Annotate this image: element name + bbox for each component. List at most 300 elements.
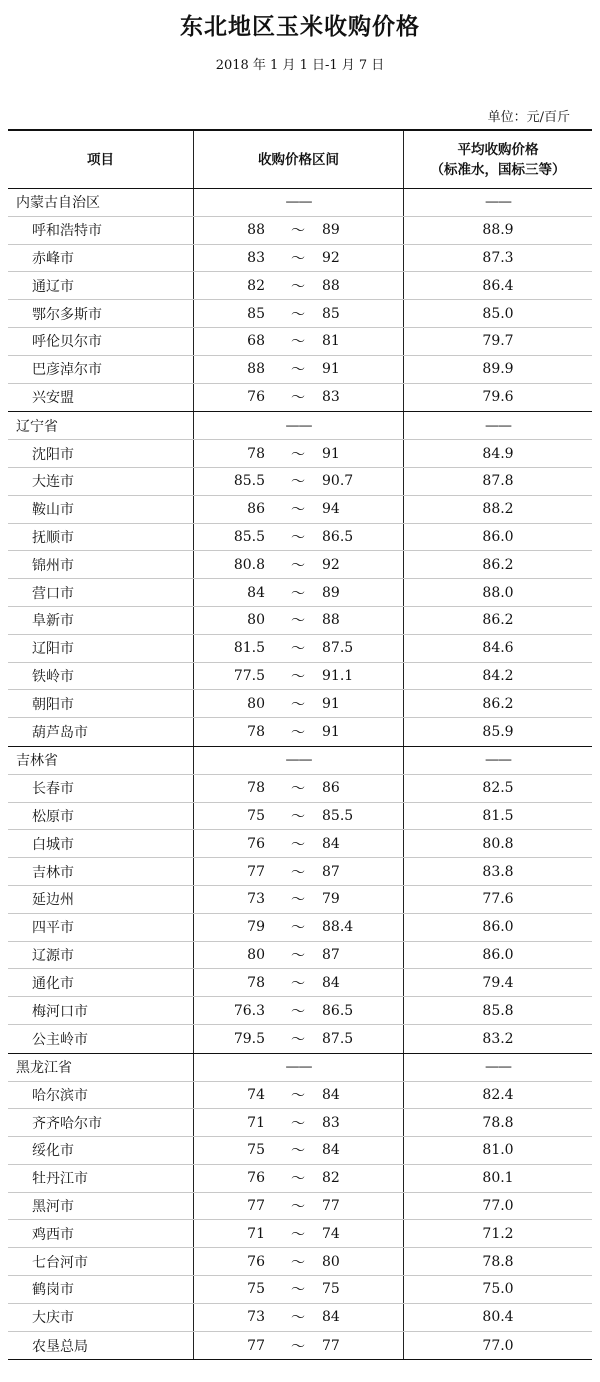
average-price: 83.8 [482, 863, 514, 880]
range-separator: ～ [291, 613, 305, 630]
price-range [194, 803, 404, 830]
table-header [8, 129, 592, 189]
city-name: 四平市 [8, 914, 194, 941]
range-low: 68 [247, 333, 265, 350]
range-separator: ～ [291, 1254, 305, 1271]
city-name: 公主岭市 [8, 1025, 194, 1053]
table-row [8, 356, 592, 384]
average-price: 86.0 [482, 919, 514, 936]
city-name: 哈尔滨市 [8, 1082, 194, 1109]
range-separator: ～ [291, 502, 305, 519]
average-price: 86.0 [482, 528, 514, 545]
price-range [194, 607, 404, 634]
region-group [8, 189, 592, 412]
range-low: 78 [247, 445, 265, 462]
range-high: 85 [322, 305, 340, 322]
region-range [194, 412, 404, 439]
city-name: 通化市 [8, 969, 194, 996]
unit-label: 单位：元/百斤 [487, 110, 570, 125]
table-row [8, 1276, 592, 1304]
price-range [194, 245, 404, 272]
average-price: 71.2 [482, 1225, 514, 1242]
price-range [194, 551, 404, 578]
city-name: 朝阳市 [8, 690, 194, 717]
range-high: 87.5 [322, 640, 354, 657]
table-row [8, 1193, 592, 1221]
average-price: 78.8 [482, 1114, 514, 1131]
city-name: 阜新市 [8, 607, 194, 634]
range-high: 81 [322, 333, 340, 350]
average-price: 86.0 [482, 946, 514, 963]
city-name: 通辽市 [8, 272, 194, 299]
city-name: 延边州 [8, 886, 194, 913]
average-price: 84.9 [482, 445, 514, 462]
table-row [8, 551, 592, 579]
range-high: 79 [322, 891, 340, 908]
table-body [8, 189, 592, 1360]
range-low: 76 [247, 835, 265, 852]
region-name: 辽宁省 [8, 412, 194, 439]
range-high: 94 [322, 501, 340, 518]
average-price: 87.3 [482, 249, 514, 266]
range-separator: ～ [291, 474, 305, 491]
range-low: 83 [247, 249, 265, 266]
range-separator: ～ [291, 557, 305, 574]
range-high: 91 [322, 445, 340, 462]
empty-mark: —— [285, 194, 312, 211]
price-range [194, 328, 404, 355]
table-row [8, 440, 592, 468]
range-low: 75 [247, 1281, 265, 1298]
header-average-note: （标准水，国标三等） [430, 161, 566, 178]
price-range [194, 690, 404, 717]
region-group [8, 412, 592, 747]
header-item-label: 项目 [87, 151, 114, 168]
average-price: 85.0 [482, 305, 514, 322]
table-row [8, 245, 592, 273]
price-range [194, 1137, 404, 1164]
range-low: 77 [247, 1198, 265, 1215]
range-low: 88 [247, 222, 265, 239]
price-range [194, 1165, 404, 1192]
table-row [8, 524, 592, 552]
range-high: 87 [322, 863, 340, 880]
range-separator: ～ [291, 1115, 305, 1132]
range-high: 91 [322, 724, 340, 741]
city-name: 鸡西市 [8, 1220, 194, 1247]
table-row [8, 718, 592, 746]
average-price: 79.7 [482, 333, 514, 350]
average-price: 77.0 [482, 1198, 514, 1215]
range-low: 80 [247, 612, 265, 629]
table-row [8, 217, 592, 245]
range-separator: ～ [291, 781, 305, 798]
table-row [8, 1220, 592, 1248]
city-name: 吉林市 [8, 858, 194, 885]
price-range [194, 635, 404, 662]
range-separator: ～ [291, 250, 305, 267]
range-high: 92 [322, 249, 340, 266]
table-row [8, 468, 592, 496]
range-separator: ～ [291, 362, 305, 379]
region-range [194, 747, 404, 774]
price-range [194, 997, 404, 1024]
range-high: 86.5 [322, 1002, 354, 1019]
table-row [8, 914, 592, 942]
region-row [8, 412, 592, 440]
price-range [194, 1304, 404, 1331]
range-high: 83 [322, 1114, 340, 1131]
range-low: 75 [247, 1142, 265, 1159]
range-low: 78 [247, 974, 265, 991]
price-range [194, 272, 404, 299]
page-title: 东北地区玉米收购价格 [180, 14, 420, 40]
range-low: 79 [247, 919, 265, 936]
price-range [194, 942, 404, 969]
region-name: 吉林省 [8, 747, 194, 774]
range-low: 77 [247, 863, 265, 880]
empty-mark: —— [285, 1059, 312, 1076]
region-range [194, 189, 404, 216]
range-low: 76 [247, 389, 265, 406]
range-separator: ～ [291, 836, 305, 853]
range-separator: ～ [291, 920, 305, 937]
table-row [8, 607, 592, 635]
city-name: 兴安盟 [8, 384, 194, 412]
range-low: 85.5 [233, 528, 265, 545]
range-high: 84 [322, 1086, 340, 1103]
average-price: 80.8 [482, 835, 514, 852]
table-row [8, 886, 592, 914]
table-row [8, 830, 592, 858]
average-price: 86.2 [482, 556, 514, 573]
range-high: 85.5 [322, 807, 354, 824]
table-row [8, 635, 592, 663]
city-name: 辽阳市 [8, 635, 194, 662]
range-low: 78 [247, 780, 265, 797]
average-price: 81.5 [482, 807, 514, 824]
average-price: 85.9 [482, 724, 514, 741]
range-high: 90.7 [322, 473, 354, 490]
price-table [8, 129, 592, 1360]
range-separator: ～ [291, 864, 305, 881]
range-separator: ～ [291, 1003, 305, 1020]
range-low: 71 [247, 1114, 265, 1131]
price-range [194, 858, 404, 885]
range-low: 73 [247, 1309, 265, 1326]
price-range [194, 1025, 404, 1053]
range-low: 84 [247, 584, 265, 601]
range-separator: ～ [291, 585, 305, 602]
region-average [404, 1054, 592, 1081]
price-range [194, 1220, 404, 1247]
range-high: 83 [322, 389, 340, 406]
region-row [8, 747, 592, 775]
header-average [404, 131, 592, 188]
price-range [194, 356, 404, 383]
range-separator: ～ [291, 808, 305, 825]
price-range [194, 300, 404, 327]
average-price: 79.6 [482, 389, 514, 406]
header-range-label: 收购价格区间 [258, 151, 339, 168]
range-separator: ～ [291, 1310, 305, 1327]
city-name: 葫芦岛市 [8, 718, 194, 746]
price-range [194, 914, 404, 941]
table-row [8, 1082, 592, 1110]
price-range [194, 440, 404, 467]
average-price: 77.6 [482, 891, 514, 908]
region-name: 内蒙古自治区 [8, 189, 194, 216]
region-group [8, 747, 592, 1054]
range-low: 76.3 [233, 1002, 265, 1019]
average-price: 88.2 [482, 501, 514, 518]
city-name: 辽源市 [8, 942, 194, 969]
range-low: 75 [247, 807, 265, 824]
price-range [194, 886, 404, 913]
city-name: 鹤岗市 [8, 1276, 194, 1303]
range-low: 78 [247, 724, 265, 741]
range-separator: ～ [291, 892, 305, 909]
table-row [8, 1137, 592, 1165]
average-price: 86.2 [482, 612, 514, 629]
range-low: 76 [247, 1170, 265, 1187]
range-separator: ～ [291, 1226, 305, 1243]
range-low: 71 [247, 1225, 265, 1242]
range-low: 88 [247, 361, 265, 378]
range-high: 84 [322, 974, 340, 991]
average-price: 77.0 [482, 1337, 514, 1354]
city-name: 营口市 [8, 579, 194, 606]
range-high: 86.5 [322, 528, 354, 545]
empty-mark: —— [485, 417, 511, 434]
city-name: 沈阳市 [8, 440, 194, 467]
table-row [8, 690, 592, 718]
region-average [404, 412, 592, 439]
range-high: 87 [322, 946, 340, 963]
range-high: 75 [322, 1281, 340, 1298]
range-low: 85 [247, 305, 265, 322]
city-name: 大连市 [8, 468, 194, 495]
city-name: 齐齐哈尔市 [8, 1109, 194, 1136]
range-separator: ～ [291, 668, 305, 685]
table-row [8, 663, 592, 691]
table-row [8, 1165, 592, 1193]
range-separator: ～ [291, 529, 305, 546]
city-name: 白城市 [8, 830, 194, 857]
table-row [8, 969, 592, 997]
average-price: 82.5 [482, 780, 514, 797]
region-range [194, 1054, 404, 1081]
range-separator: ～ [291, 1031, 305, 1048]
price-range [194, 524, 404, 551]
average-price: 84.2 [482, 667, 514, 684]
table-row [8, 1304, 592, 1332]
range-low: 73 [247, 891, 265, 908]
range-high: 88 [322, 277, 340, 294]
range-high: 91.1 [322, 667, 354, 684]
date-range: 2018 年 1 月 1 日-1 月 7 日 [215, 58, 385, 73]
range-low: 80 [247, 946, 265, 963]
range-high: 92 [322, 556, 340, 573]
range-low: 76 [247, 1253, 265, 1270]
price-range [194, 830, 404, 857]
average-price: 80.4 [482, 1309, 514, 1326]
range-separator: ～ [291, 1171, 305, 1188]
range-high: 89 [322, 584, 340, 601]
range-high: 74 [322, 1225, 340, 1242]
range-high: 82 [322, 1170, 340, 1187]
city-name: 呼和浩特市 [8, 217, 194, 244]
city-name: 松原市 [8, 803, 194, 830]
table-row [8, 300, 592, 328]
price-range [194, 1109, 404, 1136]
city-name: 锦州市 [8, 551, 194, 578]
range-separator: ～ [291, 641, 305, 658]
range-separator: ～ [291, 1338, 305, 1355]
price-range [194, 663, 404, 690]
range-high: 84 [322, 835, 340, 852]
table-row [8, 803, 592, 831]
city-name: 鄂尔多斯市 [8, 300, 194, 327]
table-row [8, 1109, 592, 1137]
range-separator: ～ [291, 975, 305, 992]
range-separator: ～ [291, 696, 305, 713]
price-range [194, 1193, 404, 1220]
average-price: 85.8 [482, 1002, 514, 1019]
range-high: 91 [322, 361, 340, 378]
table-row [8, 496, 592, 524]
range-separator: ～ [291, 446, 305, 463]
price-range [194, 468, 404, 495]
range-separator: ～ [291, 725, 305, 742]
range-high: 89 [322, 222, 340, 239]
city-name: 长春市 [8, 775, 194, 802]
range-high: 84 [322, 1142, 340, 1159]
range-low: 74 [247, 1086, 265, 1103]
range-low: 77.5 [233, 667, 265, 684]
table-row [8, 384, 592, 412]
range-high: 77 [322, 1198, 340, 1215]
average-price: 78.8 [482, 1253, 514, 1270]
average-price: 82.4 [482, 1086, 514, 1103]
price-range [194, 1082, 404, 1109]
city-name: 鞍山市 [8, 496, 194, 523]
range-separator: ～ [291, 1087, 305, 1104]
table-row [8, 775, 592, 803]
range-separator: ～ [291, 947, 305, 964]
range-high: 80 [322, 1253, 340, 1270]
average-price: 86.4 [482, 277, 514, 294]
average-price: 89.9 [482, 361, 514, 378]
city-name: 七台河市 [8, 1248, 194, 1275]
table-row [8, 1248, 592, 1276]
city-name: 绥化市 [8, 1137, 194, 1164]
average-price: 80.1 [482, 1170, 514, 1187]
header-range [194, 131, 404, 188]
range-separator: ～ [291, 390, 305, 407]
price-range [194, 496, 404, 523]
table-row [8, 1025, 592, 1053]
city-name: 赤峰市 [8, 245, 194, 272]
table-row [8, 1332, 592, 1360]
range-low: 82 [247, 277, 265, 294]
table-row [8, 579, 592, 607]
range-low: 81.5 [233, 640, 265, 657]
average-price: 75.0 [482, 1281, 514, 1298]
city-name: 大庆市 [8, 1304, 194, 1331]
table-row [8, 858, 592, 886]
range-low: 77 [247, 1337, 265, 1354]
city-name: 铁岭市 [8, 663, 194, 690]
average-price: 81.0 [482, 1142, 514, 1159]
table-row [8, 942, 592, 970]
city-name: 抚顺市 [8, 524, 194, 551]
region-average [404, 747, 592, 774]
header-item [8, 131, 194, 188]
range-high: 91 [322, 695, 340, 712]
price-range [194, 1332, 404, 1360]
region-group [8, 1054, 592, 1361]
range-low: 80.8 [233, 556, 265, 573]
average-price: 88.0 [482, 584, 514, 601]
table-row [8, 272, 592, 300]
range-high: 84 [322, 1309, 340, 1326]
city-name: 农垦总局 [8, 1332, 194, 1360]
average-price: 88.9 [482, 222, 514, 239]
price-range [194, 579, 404, 606]
price-range [194, 718, 404, 746]
empty-mark: —— [285, 417, 312, 434]
price-range [194, 1276, 404, 1303]
range-high: 88.4 [322, 919, 354, 936]
range-separator: ～ [291, 306, 305, 323]
average-price: 86.2 [482, 695, 514, 712]
price-range [194, 217, 404, 244]
empty-mark: —— [285, 752, 312, 769]
price-range [194, 384, 404, 412]
price-range [194, 775, 404, 802]
range-high: 86 [322, 780, 340, 797]
range-separator: ～ [291, 334, 305, 351]
range-separator: ～ [291, 1199, 305, 1216]
region-average [404, 189, 592, 216]
empty-mark: —— [485, 194, 511, 211]
price-range [194, 1248, 404, 1275]
range-separator: ～ [291, 1282, 305, 1299]
range-high: 88 [322, 612, 340, 629]
city-name: 牡丹江市 [8, 1165, 194, 1192]
average-price: 84.6 [482, 640, 514, 657]
city-name: 巴彦淖尔市 [8, 356, 194, 383]
city-name: 梅河口市 [8, 997, 194, 1024]
table-row [8, 328, 592, 356]
average-price: 83.2 [482, 1030, 514, 1047]
average-price: 79.4 [482, 974, 514, 991]
range-low: 79.5 [233, 1030, 265, 1047]
range-high: 77 [322, 1337, 340, 1354]
region-name: 黑龙江省 [8, 1054, 194, 1081]
range-separator: ～ [291, 1143, 305, 1160]
table-row [8, 997, 592, 1025]
range-low: 85.5 [233, 473, 265, 490]
region-row [8, 1054, 592, 1082]
header-average-label: 平均收购价格 [457, 141, 539, 158]
price-range [194, 969, 404, 996]
range-low: 80 [247, 695, 265, 712]
range-high: 87.5 [322, 1030, 354, 1047]
range-separator: ～ [291, 278, 305, 295]
city-name: 呼伦贝尔市 [8, 328, 194, 355]
